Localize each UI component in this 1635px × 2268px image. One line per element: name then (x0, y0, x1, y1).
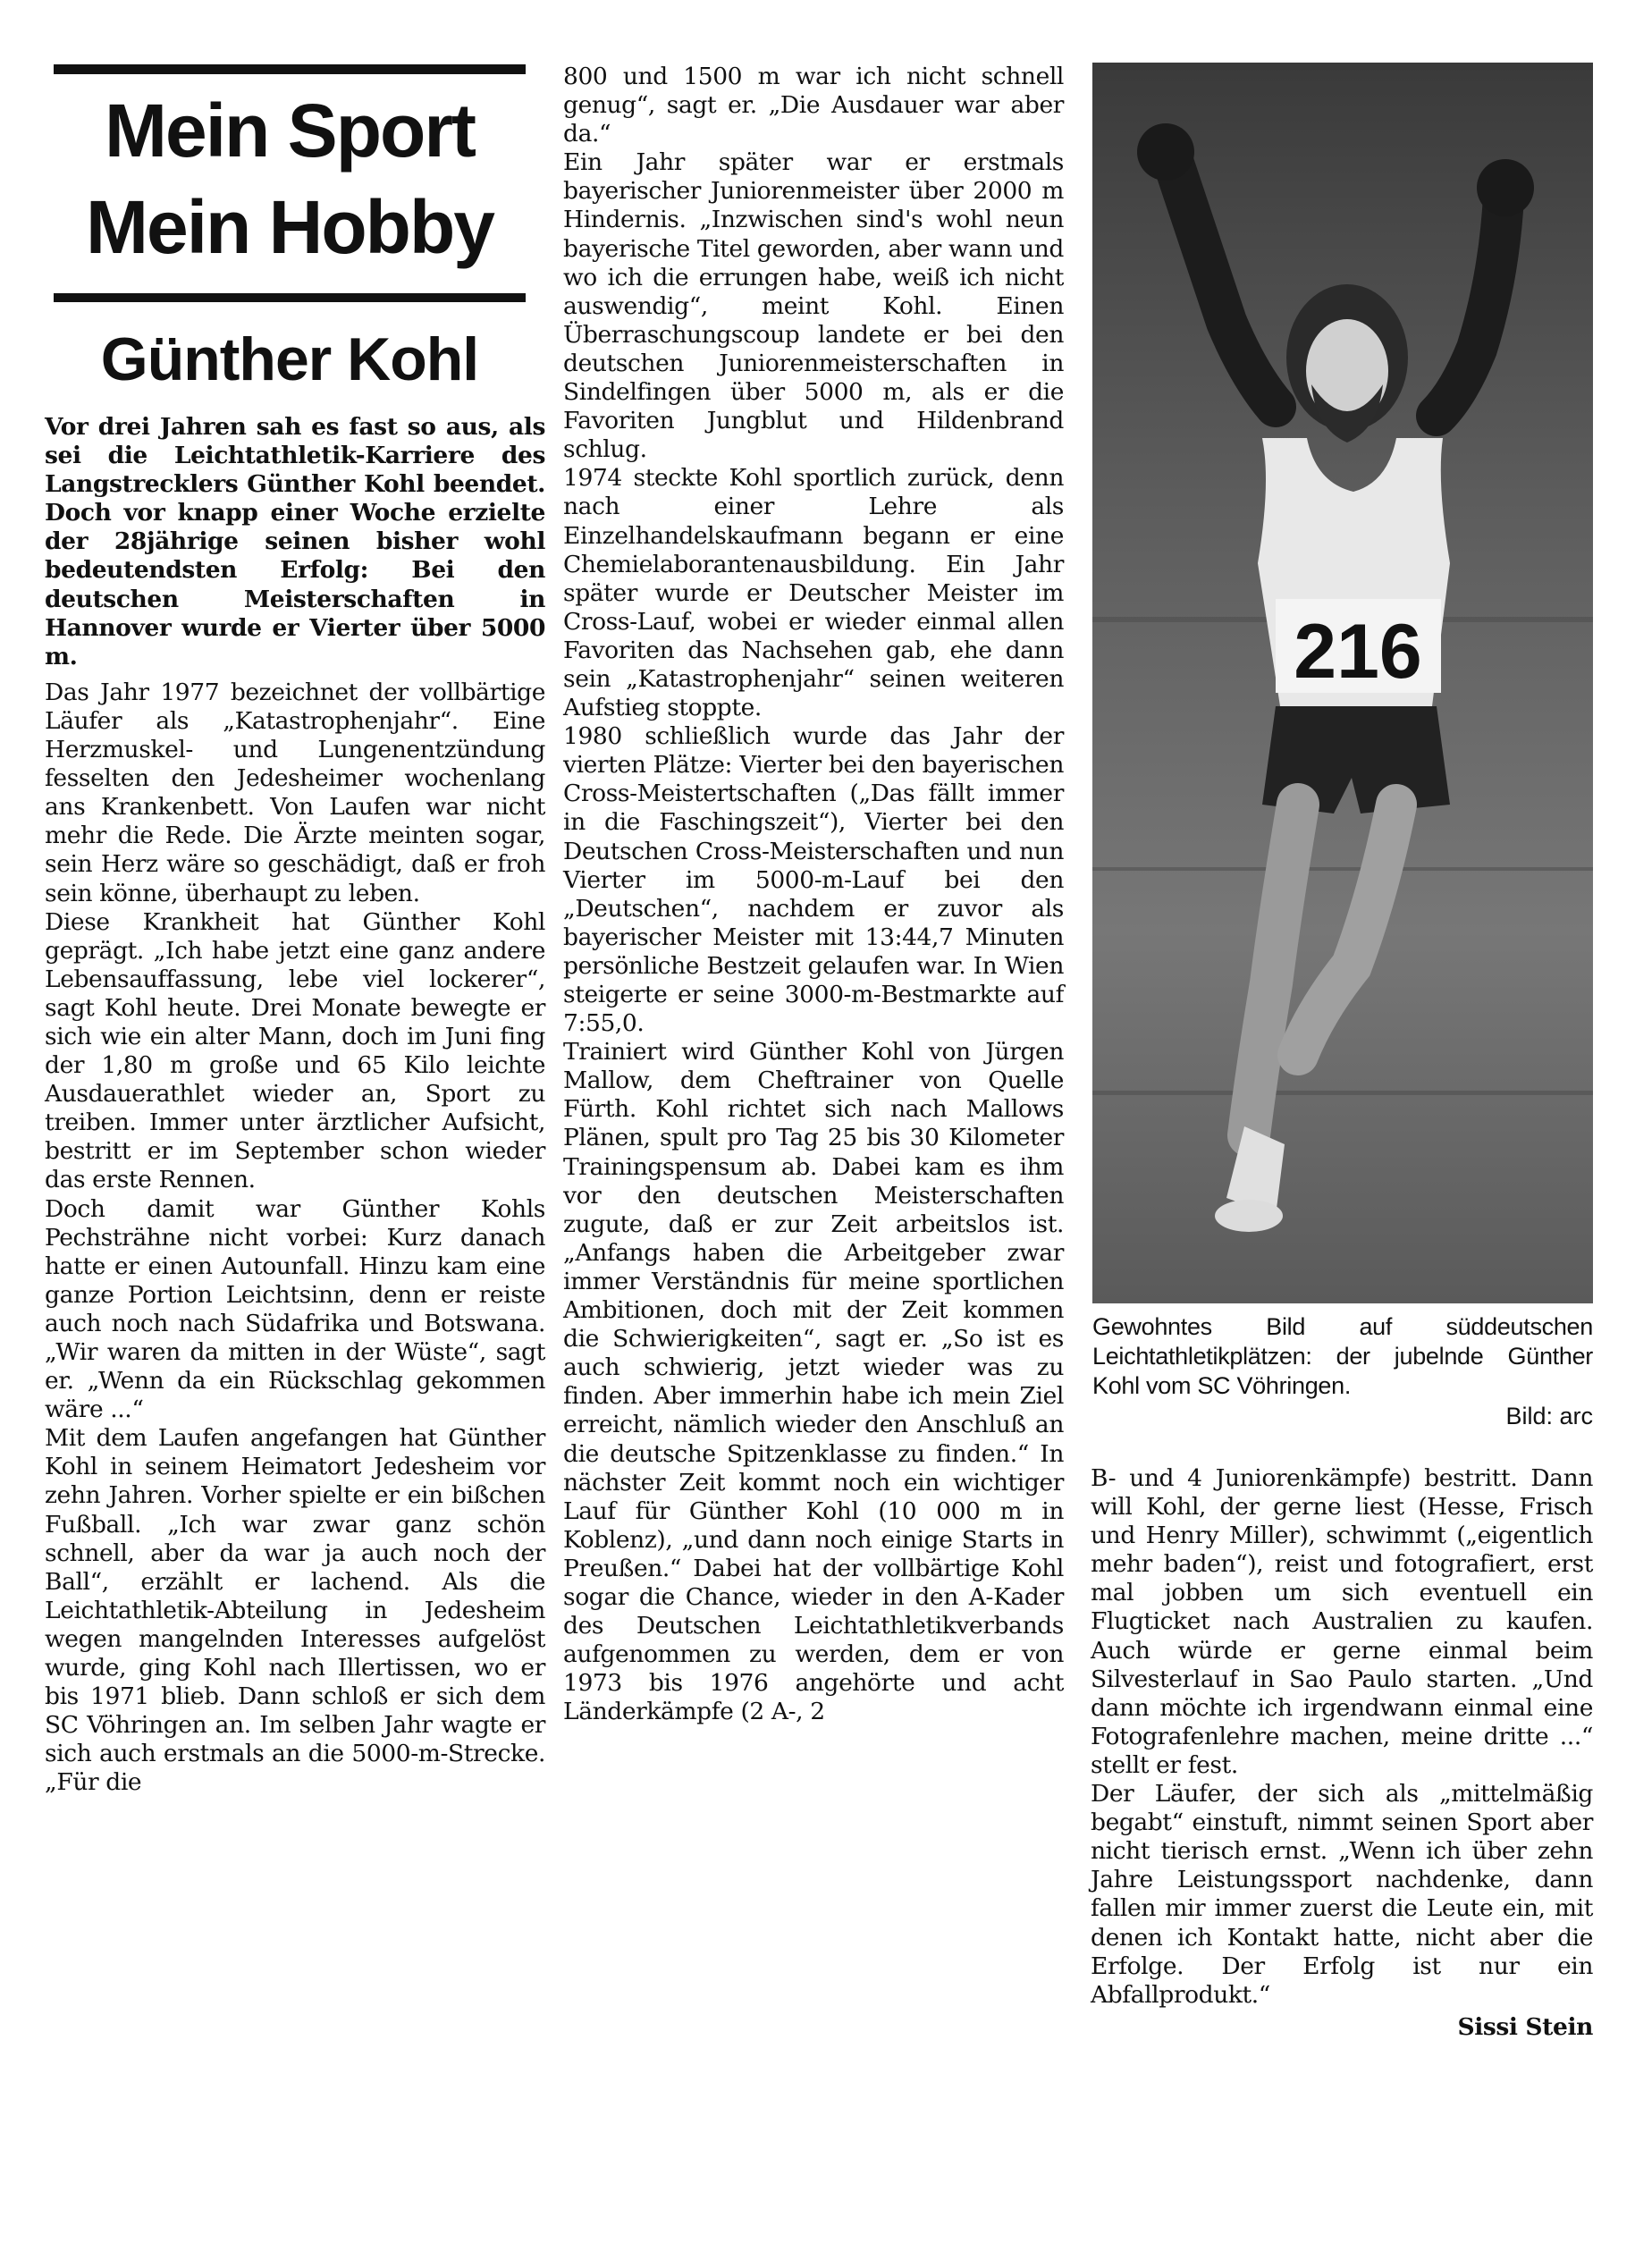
paragraph: 1974 steckte Kohl sportlich zurück, denn nach einer Lehre als Einzelhandelskaufmann begann er eine Chemielaborantenausbildung. Ein Jahr später wurde er Deutscher Meister im Cross-Lauf, wobei er wieder einmal allen Favoriten das Nachsehen gab, ehe dann sein „Katastrophenjahr“ seinen weiteren Aufstieg stoppte. (563, 464, 1064, 722)
author-signature: Sissi Stein (1457, 2012, 1593, 2041)
rule-top (54, 64, 526, 74)
bib-number: 216 (1294, 609, 1422, 695)
headline-line-1: Mein Sport (105, 89, 475, 173)
runner-photo-image (1092, 63, 1593, 1303)
headline-line-2: Mein Hobby (86, 185, 493, 269)
paragraph: 1980 schließlich wurde das Jahr der vierten Plätze: Vierter bei den bayerischen Cross-Meistertschaften („Das fällt immer in die Faschingszeit“), Vierter bei den Deutschen Cross-Meisterschaften und nun Vierter im 5000-m-Lauf bei den „Deutschen“, nachdem er zuvor als bayerischer Meister mit 13:44,7 Minuten persönliche Bestzeit gelaufen war. In Wien steigerte er seine 3000-m-Bestmarkte auf 7:55,0. (563, 722, 1064, 1038)
paragraph: B- und 4 Juniorenkämpfe) bestritt. Dann will Kohl, der gerne liest (Hesse, Frisch und Henry Miller), schwimmt („eigentlich mehr baden“), reist und fotografiert, erst mal jobben um sich eventuell ein Flugticket nach Australien zu kaufen. Auch würde er gerne einmal beim Silvesterlauf in Sao Paulo starten. „Und dann möchte ich irgendwann einmal eine Fotografenlehre machen, meine dritte ...“ stellt er fest. (1091, 1464, 1593, 1779)
lead-paragraph: Vor drei Jahren sah es fast so aus, als sei die Leichtathletik-Karriere des Langstrecklers Günther Kohl beendet. Doch vor knapp einer Woche erzielte der 28jährige seinen bisher wohl bedeutendsten Erfolg: Bei den deutschen Meisterschaften in Hannover wurde er Vierter über 5000 m. (45, 413, 545, 670)
athlete-name: Günther Kohl (100, 325, 479, 393)
paragraph: 800 und 1500 m war ich nicht schnell genug“, sagt er. „Die Ausdauer war aber da.“ (563, 63, 1064, 148)
column-2 (563, 63, 1064, 1726)
paragraph: Das Jahr 1977 bezeichnet der vollbärtige Läufer als „Katastrophenjahr“. Eine Herzmuskel- und Lungenentzündung fesselten den Jedesheimer wochenlang ans Krankenbett. Von Laufen war nicht mehr die Rede. Die Ärzte meinten sogar, sein Herz wäre so geschädigt, daß er froh sein könne, überhaupt zu leben. (45, 678, 545, 907)
runner-photo (1092, 63, 1593, 1303)
paragraph: Der Läufer, der sich als „mittelmäßig begabt“ einstuft, nimmt seinen Sport aber nicht tierisch ernst. „Wenn ich über zehn Jahre Leistungssport nachdenke, dann fallen mir immer zuerst die Leute ein, mit denen ich Kontakt hatte, nicht aber die Erfolge. Der Erfolg ist nur ein Abfallprodukt.“ (1091, 1780, 1593, 2009)
photo-caption: Gewohntes Bild auf süddeutschen Leichtathletikplätzen: der jubelnde Günther Kohl vom SC Vöhringen. (1092, 1313, 1593, 1399)
photo-credit: Bild: arc (1505, 1403, 1593, 1429)
headline (54, 82, 526, 275)
paragraph: Trainiert wird Günther Kohl von Jürgen Mallow, dem Cheftrainer von Quelle Fürth. Kohl richtet sich nach Mallows Plänen, spult pro Tag 25 bis 30 Kilometer Trainingspensum ab. Dabei kam es ihm vor den deutschen Meisterschaften zugute, daß er zur Zeit arbeitslos ist. „Anfangs haben die Arbeitgeber zwar immer Verständnis für meine sportlichen Ambitionen, doch mit der Zeit kommen die Schwierigkeiten“, sagt er. „So ist es auch schwierig, jetzt wieder was zu finden. Aber immerhin habe ich mein Ziel erreicht, nämlich wieder den Anschluß an die deutsche Spitzenklasse zu finden.“ In nächster Zeit kommt noch ein wichtiger Lauf für Günther Kohl (10 000 m in Koblenz), „und dann noch einige Starts in Preußen.“ Dabei hat der vollbärtige Kohl sogar die Chance, wieder in den A-Kader des Deutschen Leichtathletikverbands aufgenommen zu werden, dem er von 1973 bis 1976 angehörte und acht Länderkämpfe (2 A-, 2 (563, 1038, 1064, 1726)
column-3 (1091, 1464, 1593, 2042)
paragraph: Ein Jahr später war er erstmals bayerischer Juniorenmeister über 2000 m Hindernis. „Inzwischen sind's wohl neun bayerische Titel geworden, aber wann und wo ich die errungen habe, weiß ich nicht auswendig“, meint Kohl. Einen Überraschungscoup landete er bei den deutschen Juniorenmeisterschaften in Sindelfingen über 5000 m, als er die Favoriten Jungblut und Hildenbrand schlug. (563, 148, 1064, 464)
paragraph: Mit dem Laufen angefangen hat Günther Kohl in seinem Heimatort Jedesheim vor zehn Jahren. Vorher spielte er ein bißchen Fußball. „Ich war zwar ganz schön schnell, aber da war ja auch noch der Ball“, erzählt er lachend. Als die Leichtathletik-Abteilung in Jedesheim wegen mangelnden Interesses aufgelöst wurde, ging Kohl nach Illertissen, wo er bis 1971 blieb. Dann schloß er sich dem SC Vöhringen an. Im selben Jahr wagte er sich auch erstmals an die 5000-m-Strecke. „Für die (45, 1424, 545, 1797)
paragraph: Diese Krankheit hat Günther Kohl geprägt. „Ich habe jetzt eine ganz andere Lebensauffassung, lebe viel lockerer“, sagt Kohl heute. Drei Monate bewegte er sich wie ein alter Mann, doch im Juni fing der 1,80 m große und 65 Kilo leichte Ausdauerathlet wieder an, Sport zu treiben. Immer unter ärztlicher Aufsicht, bestritt er im September schon wieder das erste Rennen. (45, 907, 545, 1194)
column-1 (45, 413, 545, 1798)
rule-bottom (54, 293, 526, 302)
paragraph: Doch damit war Günther Kohls Pechsträhne nicht vorbei: Kurz danach hatte er einen Autounfall. Hinzu kam eine ganze Portion Leichtsinn, denn er reiste auch noch nach Südafrika und Botswana. „Wir waren da mitten in der Wüste“, sagt er. „Wenn da ein Rückschlag gekommen wäre ...“ (45, 1194, 545, 1424)
